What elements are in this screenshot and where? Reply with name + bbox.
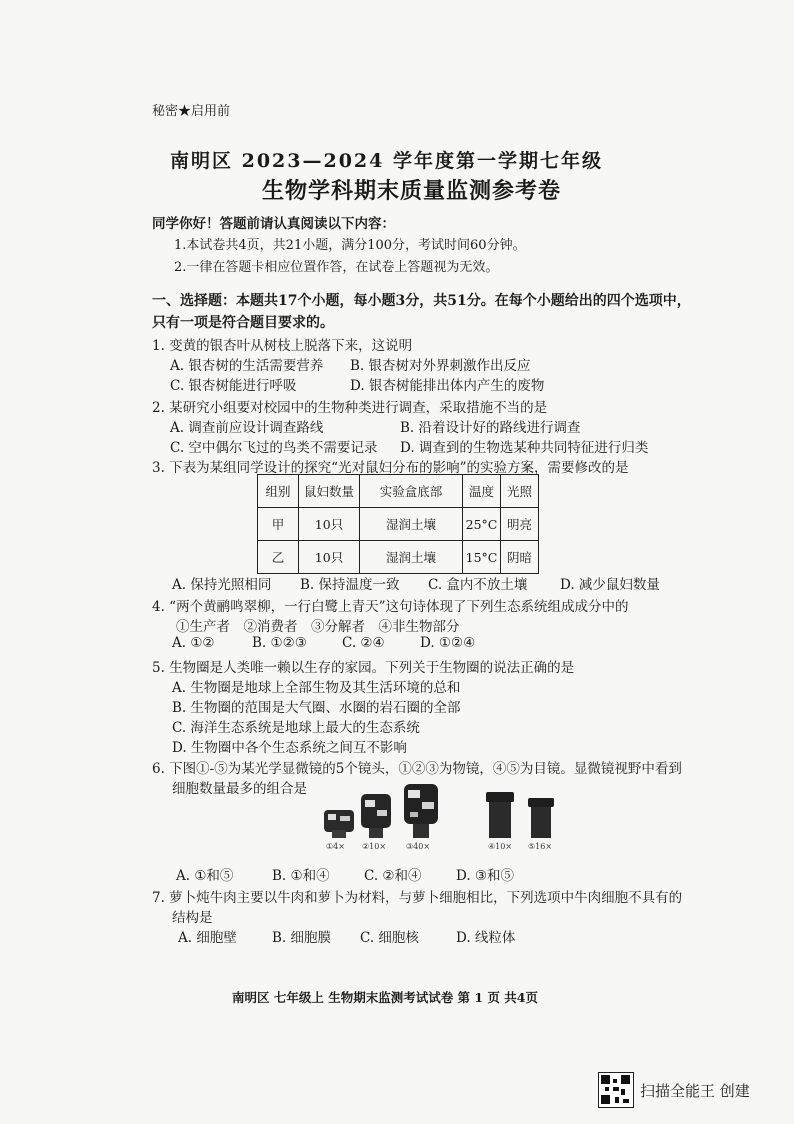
q3-option-c: C. 盒内不放土壤	[428, 577, 528, 593]
q7-option-c: C. 细胞核	[360, 930, 419, 946]
lens-label: ④10×	[488, 842, 513, 851]
table-cell: 15°C	[463, 541, 501, 574]
lens-label: ①4×	[326, 842, 345, 851]
exam-title-line1: 南明区 2023—2024 学年度第一学期七年级	[170, 150, 603, 172]
table-header-cell: 光照	[501, 475, 539, 508]
objective-lens-1-image	[322, 796, 356, 846]
lens-label: ⑤16×	[528, 842, 553, 851]
q1-option-a: A. 银杏树的生活需要营养	[170, 358, 324, 374]
section-title-cont: 只有一项是符合题目要求的。	[152, 315, 334, 331]
q3-option-d: D. 减少鼠妇数量	[560, 577, 660, 593]
q6-stem: 6. 下图①-⑤为某光学显微镜的5个镜头，①②③为物镜，④⑤为目镜。显微镜视野中看到	[152, 761, 682, 777]
q3-stem: 3. 下表为某组同学设计的探究“光对鼠妇分布的影响”的实验方案，需要修改的是	[152, 460, 629, 476]
objective-lens-2-image	[358, 786, 394, 846]
instruction-item: 2.一律在答题卡相应位置作答，在试卷上答题视为无效。	[174, 260, 499, 275]
q7-stem-cont: 结构是	[172, 910, 213, 926]
table-cell: 湿润土壤	[360, 508, 463, 541]
q7-stem: 7. 萝卜炖牛肉主要以牛肉和萝卜为材料，与萝卜细胞相比，下列选项中牛肉细胞不具有的	[152, 890, 683, 906]
confidential-label: 秘密★启用前	[152, 104, 231, 119]
lens-label: ②10×	[362, 842, 387, 851]
table-cell: 10只	[299, 541, 360, 574]
q6-option-a: A. ①和⑤	[176, 868, 234, 884]
table-header-cell: 鼠妇数量	[299, 475, 360, 508]
q7-option-d: D. 线粒体	[456, 930, 516, 946]
table-header-cell: 组别	[258, 475, 299, 508]
q1-option-d: D. 银杏树能排出体内产生的废物	[350, 378, 545, 394]
table-cell: 25°C	[463, 508, 501, 541]
q2-option-d: D. 调查到的生物选某种共同特征进行归类	[400, 440, 649, 456]
q3-option-b: B. 保持温度一致	[300, 577, 400, 593]
q6-option-d: D. ③和⑤	[456, 868, 515, 884]
table-header-row	[258, 475, 539, 508]
q1-stem: 1. 变黄的银杏叶从树枝上脱落下来，这说明	[152, 338, 413, 354]
q2-option-c: C. 空中偶尔飞过的鸟类不需要记录	[170, 440, 378, 456]
q4-option-d: D. ①②④	[420, 635, 476, 651]
table-row	[258, 508, 539, 541]
table-header-cell: 温度	[463, 475, 501, 508]
q4-option-a: A. ①②	[172, 635, 215, 651]
q2-stem: 2. 某研究小组要对校园中的生物种类进行调查，采取措施不当的是	[152, 400, 548, 416]
scanner-watermark: 扫描全能王 创建	[640, 1082, 750, 1100]
table-cell: 湿润土壤	[360, 541, 463, 574]
q1-option-b: B. 银杏树对外界刺激作出反应	[350, 358, 531, 374]
q5-option-d: D. 生物圈中各个生态系统之间互不影响	[172, 740, 407, 756]
q7-option-b: B. 细胞膜	[272, 930, 332, 946]
experiment-table	[257, 474, 539, 574]
instructions-intro: 同学你好！答题前请认真阅读以下内容：	[152, 216, 395, 232]
lens-label: ③40×	[406, 842, 431, 851]
table-cell: 乙	[258, 541, 299, 574]
q4-option-c: C. ②④	[342, 635, 385, 651]
q6-stem-cont: 细胞数量最多的组合是	[172, 781, 307, 797]
table-row	[258, 541, 539, 574]
exam-title-line2: 生物学科期末质量监测参考卷	[262, 178, 562, 204]
table-cell: 阴暗	[501, 541, 539, 574]
section-title: 一、选择题：本题共17个小题，每小题3分，共51分。在每个小题给出的四个选项中，	[152, 293, 691, 309]
q5-option-c: C. 海洋生态系统是地球上最大的生态系统	[172, 720, 420, 736]
table-cell: 明亮	[501, 508, 539, 541]
qr-code-icon	[598, 1072, 634, 1108]
eyepiece-lens-5-image	[526, 796, 556, 846]
q6-option-b: B. ①和④	[272, 868, 330, 884]
table-cell: 10只	[299, 508, 360, 541]
q7-option-a: A. 细胞壁	[178, 930, 237, 946]
instruction-item: 1.本试卷共4页，共21小题，满分100分，考试时间60分钟。	[174, 238, 526, 253]
q2-option-a: A. 调查前应设计调查路线	[170, 420, 324, 436]
q5-option-a: A. 生物圈是地球上全部生物及其生活环境的总和	[172, 680, 461, 696]
q5-stem: 5. 生物圈是人类唯一赖以生存的家园。下列关于生物圈的说法正确的是	[152, 660, 575, 676]
q6-option-c: C. ②和④	[364, 868, 422, 884]
table-cell: 甲	[258, 508, 299, 541]
page-footer: 南明区 七年级上 生物期末监测考试试卷 第 1 页 共4页	[232, 990, 539, 1005]
q4-items: ①生产者 ②消费者 ③分解者 ④非生物部分	[176, 619, 460, 635]
q4-stem: 4. “两个黄鹂鸣翠柳，一行白鹭上青天”这句诗体现了下列生态系统组成成分中的	[152, 599, 629, 615]
table-header-cell: 实验盒底部	[360, 475, 463, 508]
eyepiece-lens-4-image	[484, 790, 516, 846]
q3-option-a: A. 保持光照相同	[172, 577, 272, 593]
q5-option-b: B. 生物圈的范围是大气圈、水圈的岩石圈的全部	[172, 700, 461, 716]
objective-lens-3-image	[400, 780, 442, 846]
q2-option-b: B. 沿着设计好的路线进行调查	[400, 420, 581, 436]
q1-option-c: C. 银杏树能进行呼吸	[170, 378, 297, 394]
q4-option-b: B. ①②③	[252, 635, 307, 651]
